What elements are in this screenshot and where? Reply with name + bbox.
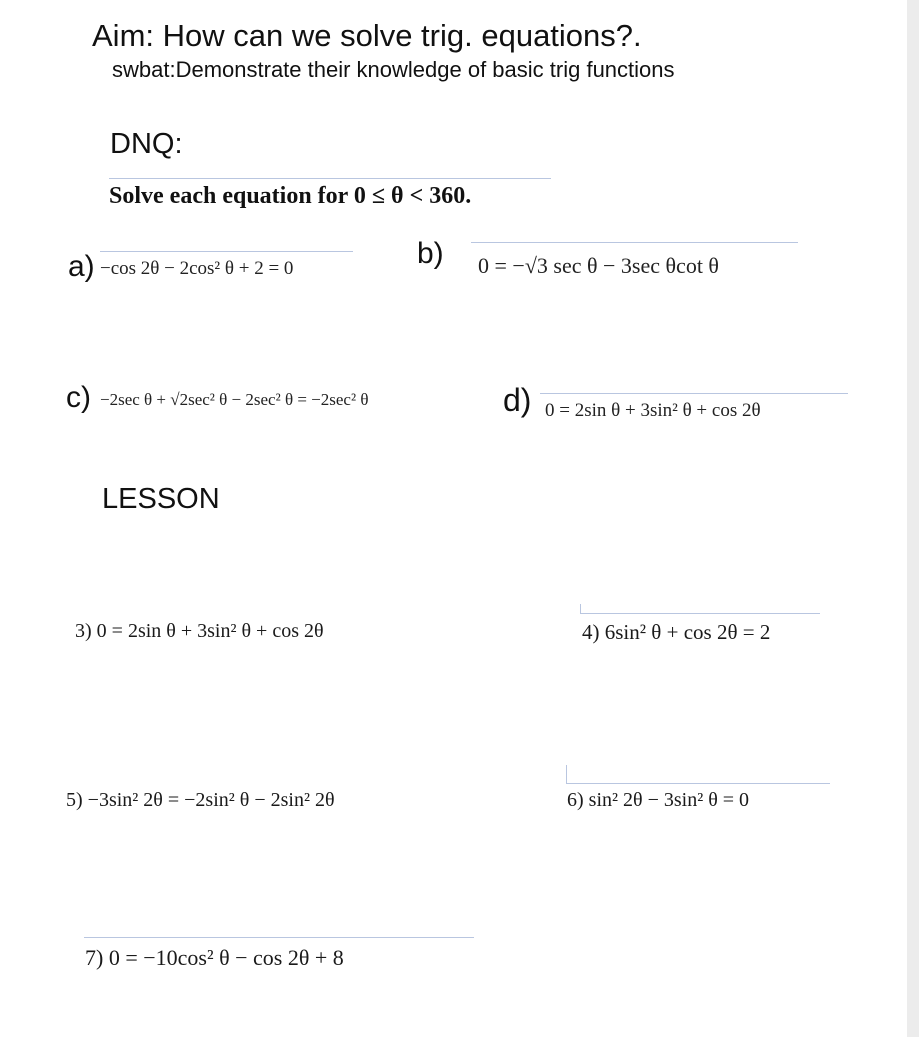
problem-6-equation: 6) sin² 2θ − 3sin² θ = 0 <box>567 789 750 811</box>
problem-5-equation: 5) −3sin² 2θ = −2sin² θ − 2sin² 2θ <box>66 789 335 811</box>
instruction-text: Solve each equation for 0 ≤ θ < 360. <box>109 183 472 209</box>
problem-d-equation: 0 = 2sin θ + 3sin² θ + cos 2θ <box>545 400 761 421</box>
problem-4-rule <box>580 613 820 614</box>
instruction-rule <box>109 178 551 179</box>
problem-d-rule <box>540 393 848 394</box>
problem-7-rule <box>84 937 474 938</box>
problem-6-tick <box>566 765 567 783</box>
problem-c-label: c) <box>66 381 91 414</box>
lesson-heading: LESSON <box>102 483 220 515</box>
problem-b-rule <box>471 242 798 243</box>
problem-c-equation: −2sec θ + √2sec² θ − 2sec² θ = −2sec² θ <box>100 390 369 409</box>
problem-b-label: b) <box>417 237 444 270</box>
dnq-heading: DNQ: <box>110 128 183 160</box>
swbat-objective: swbat:Demonstrate their knowledge of basic trig functions <box>112 57 675 82</box>
scrollbar[interactable] <box>907 0 919 1037</box>
problem-b-equation: 0 = −√3 sec θ − 3sec θcot θ <box>478 253 719 278</box>
problem-a-rule <box>100 251 353 252</box>
problem-3-equation: 3) 0 = 2sin θ + 3sin² θ + cos 2θ <box>75 620 324 642</box>
problem-a-label: a) <box>68 250 95 283</box>
problem-d-label: d) <box>503 382 532 418</box>
problem-4-equation: 4) 6sin² θ + cos 2θ = 2 <box>582 620 771 644</box>
problem-4-tick <box>580 604 581 613</box>
problem-a-equation: −cos 2θ − 2cos² θ + 2 = 0 <box>100 258 294 279</box>
aim-heading: Aim: How can we solve trig. equations?. <box>92 18 642 53</box>
problem-6-rule <box>566 783 830 784</box>
problem-7-equation: 7) 0 = −10cos² θ − cos 2θ + 8 <box>85 945 344 970</box>
